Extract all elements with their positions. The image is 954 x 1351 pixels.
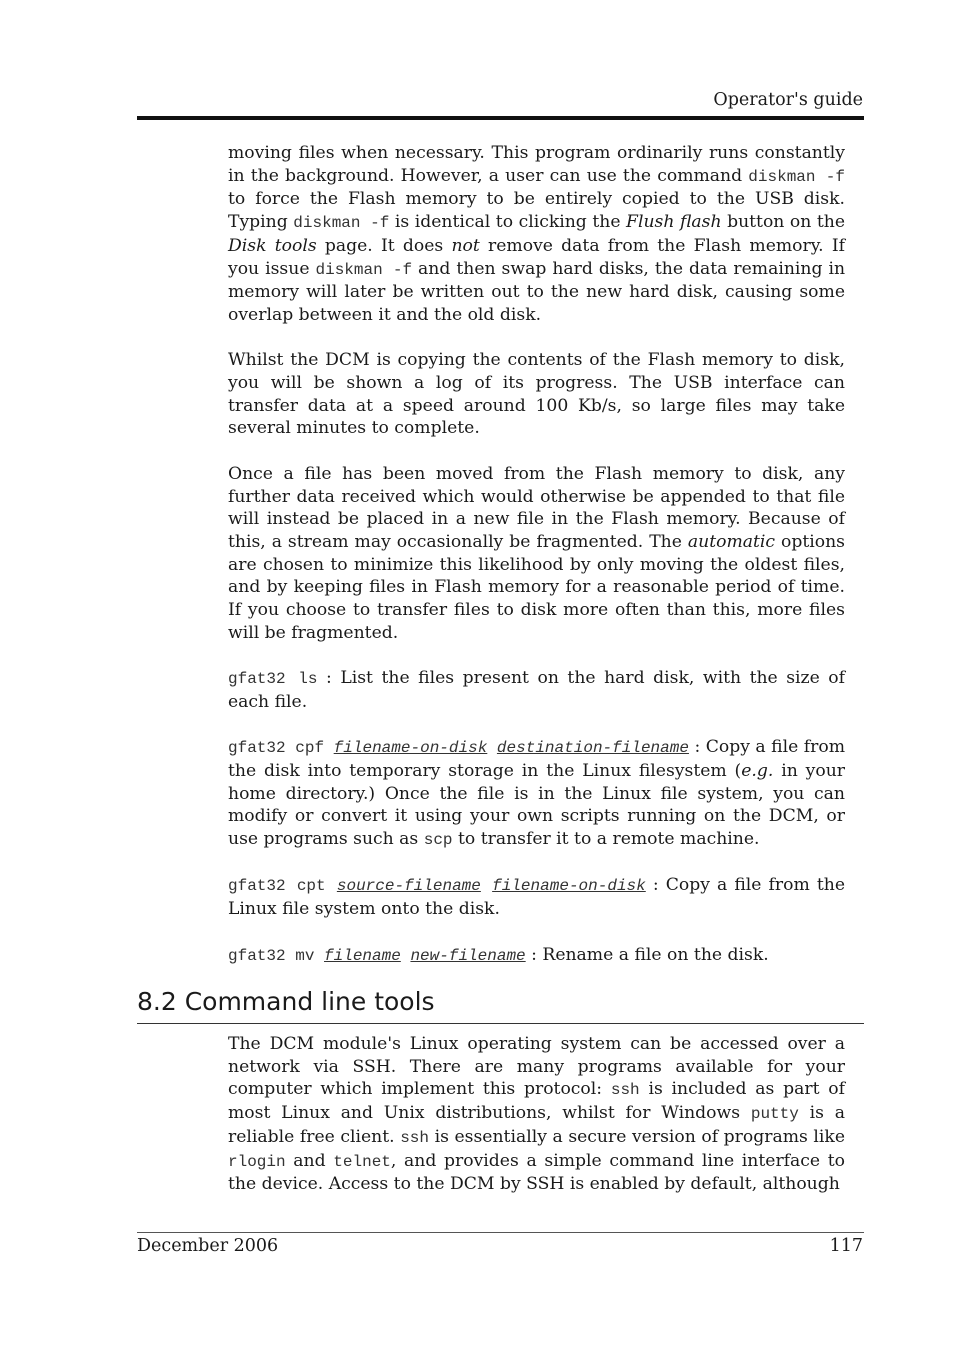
text: options are chosen to minimize this likelihood by only moving the oldest files, and by keeping files in Flash memory for a reasonable period of time. If you choose to transfer files to disk more often than this, more files will be fragmented.: [228, 531, 845, 643]
text: is identical to clicking the: [389, 212, 627, 233]
code-rlogin: rlogin: [228, 1152, 286, 1171]
text: and: [285, 1150, 334, 1171]
arg-filename: filename: [324, 946, 401, 965]
arg-filename-on-disk: filename-on-disk: [492, 877, 646, 896]
paragraph-diskman: [228, 142, 845, 327]
footer-date: December 2006: [137, 1236, 279, 1256]
code-gfat32-mv: gfat32 mv: [228, 946, 325, 965]
footer-rule: [137, 1232, 864, 1233]
paragraph-progress: Whilst the DCM is copying the contents of the Flash memory to disk, you will be shown a log of its progress. The USB interface can transfer data at a speed around 100 Kb/s, so large files may take several minutes to complete.: [228, 350, 845, 439]
header-rule: [137, 116, 864, 120]
text: remove data from the Flash memory. If you issue: [228, 235, 845, 279]
section-heading: 8.2 Command line tools: [137, 987, 435, 1016]
emphasis-automatic: automatic: [687, 531, 776, 552]
code-diskman: diskman -f: [315, 260, 413, 279]
text: to transfer it to a remote machine.: [452, 829, 760, 850]
page-number: 117: [829, 1236, 863, 1256]
text: : Copy a file from the disk into temporary storage in the Linux filesystem (: [228, 737, 845, 781]
code-diskman: diskman -f: [293, 214, 390, 233]
emphasis-disk-tools: Disk tools: [228, 235, 317, 256]
emphasis-not: not: [451, 235, 480, 256]
main-text-section: [228, 1033, 845, 1219]
text: The DCM module's Linux operating system can be accessed over a network via SSH. There are many programs available for your computer which implement this protocol:: [228, 1034, 845, 1100]
text: is essentially a secure version of programs like: [429, 1126, 845, 1147]
text: in your home directory.) Once the file is in the Linux file system, you can modify or convert it using your own scripts running on the DCM, or use programs such as: [228, 760, 845, 850]
code-telnet: telnet: [333, 1152, 391, 1171]
arg-filename-on-disk: filename-on-disk: [333, 739, 488, 758]
paragraph-fragmentation: [228, 463, 845, 645]
emphasis-eg: e.g.: [741, 760, 774, 781]
command-gfat32-cpf: [228, 736, 845, 852]
code-scp: scp: [423, 831, 453, 850]
emphasis-flush-flash: Flush flash: [626, 212, 722, 233]
code-putty: putty: [750, 1105, 799, 1124]
code-ssh: ssh: [610, 1081, 640, 1100]
section-rule: [137, 1023, 864, 1024]
text: Once a file has been moved from the Flash memory to disk, any further data received which would otherwise be appended to that file will instead be placed in a new file in the Flash memory. Because of this, a stream may occasionally be fragmented. The: [228, 463, 845, 552]
command-gfat32-mv: [228, 944, 845, 968]
main-text-top: [228, 142, 845, 990]
code-gfat32-ls: gfat32 ls: [228, 670, 318, 689]
code-gfat32-cpt: gfat32 cpt: [228, 877, 337, 896]
code-ssh: ssh: [400, 1128, 430, 1147]
command-gfat32-cpt: [228, 874, 845, 920]
text: button on the: [721, 212, 846, 233]
text: : Copy a file from the Linux file system onto the disk.: [228, 875, 845, 920]
arg-source-filename: source-filename: [336, 877, 481, 896]
code-diskman: diskman -f: [748, 167, 846, 186]
text: moving files when necessary. This program ordinarily runs constantly in the background. However, a user can use the command: [228, 143, 845, 186]
text: is a reliable free client.: [228, 1103, 845, 1147]
text: and then swap hard disks, the data remaining in memory will later be written out to the new hard disk, causing some overlap between it and the old disk.: [228, 258, 846, 325]
paragraph-ssh: [228, 1033, 845, 1196]
command-gfat32-ls: [228, 667, 845, 713]
text: : Rename a file on the disk.: [525, 944, 769, 965]
text: page. It does: [316, 235, 452, 256]
code-gfat32-cpf: gfat32 cpf: [228, 739, 334, 758]
text: is included as part of most Linux and Unix distributions, whilst for Windows: [228, 1079, 845, 1124]
text: to force the Flash memory to be entirely copied to the USB disk. Typing: [228, 189, 845, 233]
running-header: Operator's guide: [713, 90, 863, 110]
arg-destination-filename: destination-filename: [496, 739, 689, 758]
text: , and provides a simple command line interface to the device. Access to the DCM by SSH is enabled by default, although: [228, 1150, 846, 1195]
text: : List the files present on the hard disk, with the size of each file.: [228, 668, 846, 712]
arg-new-filename: new-filename: [410, 946, 526, 965]
